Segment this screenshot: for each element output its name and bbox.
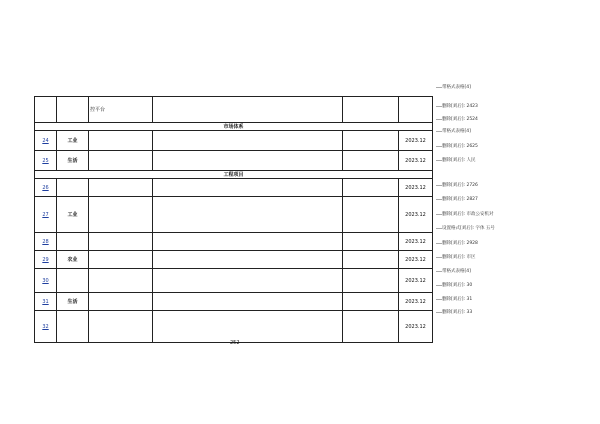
project-name-cell bbox=[89, 151, 153, 171]
row-number[interactable]: 29 bbox=[35, 251, 57, 269]
table-row bbox=[35, 293, 433, 311]
revision-note[interactable]: 带格式表格[4] bbox=[442, 129, 471, 134]
row-number[interactable]: 26 bbox=[35, 179, 57, 197]
category-cell bbox=[57, 233, 89, 251]
project-name-cell bbox=[89, 269, 153, 293]
category-cell: 生活 bbox=[57, 151, 89, 171]
category-cell bbox=[57, 269, 89, 293]
table-row bbox=[35, 123, 433, 131]
category-cell bbox=[57, 311, 89, 343]
table-row bbox=[35, 179, 433, 197]
deadline-cell: 2023.12 bbox=[399, 311, 433, 343]
revision-note[interactable]: 删除[刘后]: 2928 bbox=[442, 241, 478, 246]
table-row bbox=[35, 251, 433, 269]
deadline-cell: 2023.12 bbox=[399, 151, 433, 171]
deadline-cell: 2023.12 bbox=[399, 251, 433, 269]
row-number[interactable]: 25 bbox=[35, 151, 57, 171]
deadline-cell: 2023.12 bbox=[399, 197, 433, 233]
project-content-cell bbox=[153, 233, 343, 251]
table-row bbox=[35, 151, 433, 171]
revision-note[interactable]: 删除[刘后]: 2827 bbox=[442, 197, 478, 202]
row-number[interactable]: 27 bbox=[35, 197, 57, 233]
project-name-cell bbox=[89, 311, 153, 343]
responsible-unit-cell bbox=[343, 151, 399, 171]
revision-note[interactable]: 设置格式[刘后]: 字体 五号 bbox=[442, 226, 495, 231]
section-header: 工程项目 bbox=[35, 171, 433, 179]
responsible-unit-cell bbox=[343, 131, 399, 151]
row-number[interactable]: 30 bbox=[35, 269, 57, 293]
responsible-unit-cell bbox=[343, 251, 399, 269]
project-content-cell bbox=[153, 269, 343, 293]
revision-note[interactable]: 带格式表格[4] bbox=[442, 85, 471, 90]
project-content-cell bbox=[153, 97, 343, 123]
section-header: 市场体系 bbox=[35, 123, 433, 131]
project-name-cell bbox=[89, 233, 153, 251]
project-content-cell bbox=[153, 151, 343, 171]
responsible-unit-cell bbox=[343, 269, 399, 293]
responsible-unit-cell bbox=[343, 311, 399, 343]
category-cell bbox=[57, 179, 89, 197]
revision-note[interactable]: 删除[刘后]: 2625 bbox=[442, 144, 478, 149]
project-content-cell bbox=[153, 179, 343, 197]
table-row bbox=[35, 311, 433, 343]
project-content-cell bbox=[153, 311, 343, 343]
table-row bbox=[35, 233, 433, 251]
comment-margin bbox=[434, 0, 600, 424]
row-number[interactable] bbox=[35, 97, 57, 123]
revision-note[interactable]: 带格式表格[4] bbox=[442, 269, 471, 274]
row-number[interactable]: 32 bbox=[35, 311, 57, 343]
project-name-cell bbox=[89, 251, 153, 269]
responsible-unit-cell bbox=[343, 179, 399, 197]
category-cell: 工业 bbox=[57, 197, 89, 233]
revision-note[interactable]: 删除[刘后]: 33 bbox=[442, 310, 473, 315]
responsible-unit-cell bbox=[343, 197, 399, 233]
project-table bbox=[34, 96, 433, 343]
responsible-unit-cell bbox=[343, 233, 399, 251]
revision-note[interactable]: 删除[刘后]: 31 bbox=[442, 297, 473, 302]
deadline-cell bbox=[399, 97, 433, 123]
revision-note[interactable]: 删除[刘后]: 市区 bbox=[442, 255, 476, 260]
revision-note[interactable]: 删除[刘后]: 市政公安机对 bbox=[442, 212, 494, 217]
project-name-cell bbox=[89, 293, 153, 311]
deadline-cell: 2023.12 bbox=[399, 293, 433, 311]
deadline-cell: 2023.12 bbox=[399, 269, 433, 293]
category-cell: 工业 bbox=[57, 131, 89, 151]
category-cell: 生活 bbox=[57, 293, 89, 311]
revision-note[interactable]: 删除[刘后]: 2726 bbox=[442, 183, 478, 188]
deadline-cell: 2023.12 bbox=[399, 179, 433, 197]
table-row bbox=[35, 197, 433, 233]
page-number: 252 bbox=[230, 340, 240, 346]
table-row bbox=[35, 171, 433, 179]
revision-note[interactable]: 删除[刘后]: 2524 bbox=[442, 117, 478, 122]
revision-note[interactable]: 删除[刘后]: 2423 bbox=[442, 104, 478, 109]
project-content-cell bbox=[153, 251, 343, 269]
category-cell: 农业 bbox=[57, 251, 89, 269]
revision-note[interactable]: 删除[刘后]: 人民 bbox=[442, 158, 476, 163]
responsible-unit-cell bbox=[343, 97, 399, 123]
revision-note[interactable]: 删除[刘后]: 30 bbox=[442, 283, 473, 288]
project-content-cell bbox=[153, 131, 343, 151]
category-cell bbox=[57, 97, 89, 123]
project-name-cell bbox=[89, 179, 153, 197]
table-row bbox=[35, 97, 433, 123]
table-row bbox=[35, 131, 433, 151]
deadline-cell: 2023.12 bbox=[399, 233, 433, 251]
project-name-cell bbox=[89, 131, 153, 151]
project-content-cell bbox=[153, 293, 343, 311]
row-number[interactable]: 24 bbox=[35, 131, 57, 151]
deadline-cell: 2023.12 bbox=[399, 131, 433, 151]
row-number[interactable]: 28 bbox=[35, 233, 57, 251]
responsible-unit-cell bbox=[343, 293, 399, 311]
project-name-cell: 控平台 bbox=[89, 97, 153, 123]
row-number[interactable]: 31 bbox=[35, 293, 57, 311]
project-name-cell bbox=[89, 197, 153, 233]
table-row bbox=[35, 269, 433, 293]
project-content-cell bbox=[153, 197, 343, 233]
